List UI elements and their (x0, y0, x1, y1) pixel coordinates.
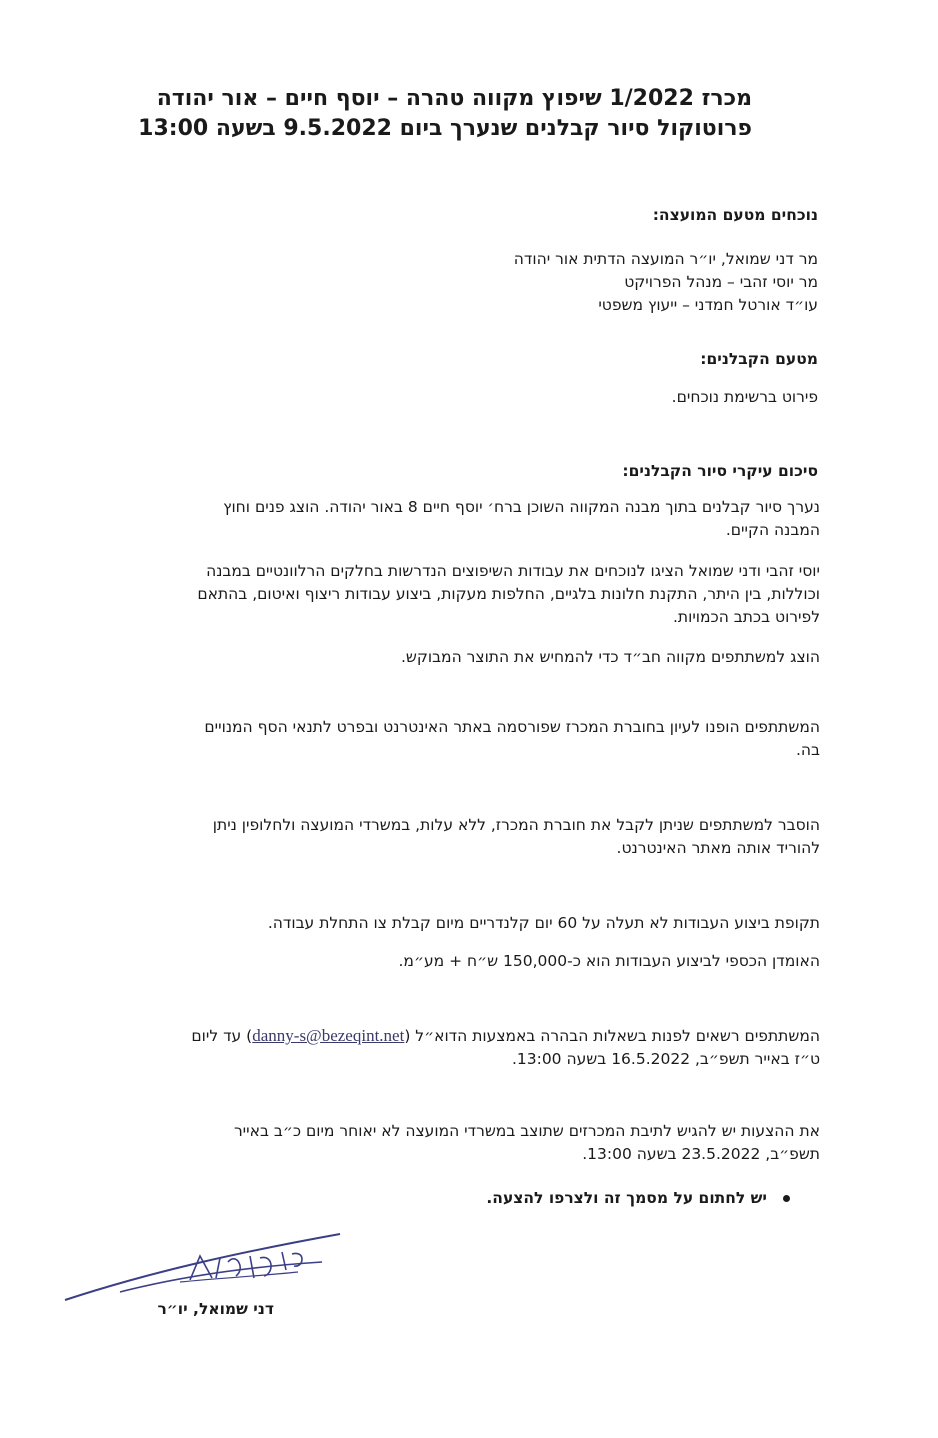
summary-paragraph-4 (40, 716, 820, 762)
text-line: להוריד אותה מאתר האינטרנט. (616, 839, 820, 857)
text-line: ט״ז באייר תשפ״ב, 16.5.2022 בשעה 13:00. (511, 1050, 820, 1068)
summary-paragraph-8 (40, 1024, 820, 1071)
document-title (112, 84, 752, 144)
summary-section (58, 460, 818, 482)
text-line: המשתתפים הופנו לעיון בחוברת המכרז שפורסמה באתר האינטרנט ובפרט לתנאי הסף המנויים (204, 718, 820, 736)
signature-instruction (90, 1186, 790, 1210)
council-attendees-section (58, 204, 818, 317)
contractors-heading: מטעם הקבלנים: (700, 350, 818, 368)
summary-paragraph-5 (40, 814, 820, 860)
council-heading: נוכחים מטעם המועצה: (652, 206, 818, 224)
inquiry-text-start: המשתתפים רשאים לפנות בשאלות הבהרה באמצעות הדוא״ל ( (404, 1027, 820, 1045)
contact-email-link[interactable]: danny-s@bezeqint.net (252, 1026, 405, 1045)
council-member: מר יוסי זהבי – מנהל הפרויקט (624, 273, 818, 291)
council-member: מר דני שמואל, יו״ר המועצה הדתית אור יהודה (513, 250, 818, 268)
text-line: נערך סיור קבלנים בתוך מבנה המקווה השוכן ברח׳ יוסף חיים 8 באור יהודה. הוצג פנים וחוץ (223, 498, 820, 516)
text-line: וכוללות, בין היתר, התקנת חלונות בלגיים, החלפות מעקות, ביצוע עבודות ריצוף ואיטום, בהתאם (197, 585, 820, 603)
title-line-2: פרוטוקול סיור קבלנים שנערך ביום 9.5.2022 בשעה 13:00 (138, 116, 752, 141)
council-members-list (58, 248, 818, 317)
summary-paragraph-3 (40, 646, 820, 669)
text-line: המבנה הקיים. (725, 521, 820, 539)
summary-paragraph-6 (40, 912, 820, 935)
summary-paragraph-2 (40, 560, 820, 629)
inquiry-text-end: ) עד ליום (191, 1027, 253, 1045)
title-line-1: מכרז 1/2022 שיפוץ מקווה טהרה – יוסף חיים – אור יהודה (156, 86, 752, 111)
summary-heading: סיכום עיקרי סיור הקבלנים: (622, 462, 818, 480)
handwritten-signature (60, 1222, 360, 1312)
text-line: את ההצעות יש להגיש לתיבת המכרזים שתוצב במשרדי המועצה לא יאוחר מיום כ״ב באייר (233, 1122, 820, 1140)
summary-paragraph-9 (40, 1120, 820, 1166)
text-line: האומדן הכספי לביצוע העבודות הוא כ-150,000 ש״ח + מע״מ. (398, 952, 820, 970)
text-line: הוסבר למשתתפים שניתן לקבל את חוברת המכרז, ללא עלות, במשרדי המועצה ולחלופין ניתן (212, 816, 820, 834)
council-member: עו״ד אורטל חמדני – ייעוץ משפטי (598, 296, 818, 314)
signature-instruction-text: יש לחתום על מסמך זה ולצרפו להצעה. (486, 1189, 767, 1207)
text-line: הוצג למשתתפים מקווה חב״ד כדי להמחיש את התוצר המבוקש. (400, 648, 820, 666)
bullet-icon (783, 1195, 790, 1202)
text-line: תקופת ביצוע העבודות לא תעלה על 60 יום קלנדריים מיום קבלת צו התחלת עבודה. (267, 914, 820, 932)
text-line: תשפ״ב, 23.5.2022 בשעה 13:00. (582, 1145, 820, 1163)
text-line: לפירוט בכתב הכמויות. (672, 608, 820, 626)
contractors-section (58, 348, 818, 409)
summary-paragraph-1 (40, 496, 820, 542)
summary-paragraph-7 (40, 950, 820, 973)
signer-name: דני שמואל, יו״ר (157, 1300, 274, 1318)
text-line (40, 1024, 820, 1048)
contractors-text: פירוט ברשימת נוכחים. (671, 388, 818, 406)
text-line: בה. (795, 741, 820, 759)
text-line: יוסי זהבי ודני שמואל הציגו לנוכחים את עבודות השיפוצים הנדרשות בחלקים הרלוונטיים במבנה (206, 562, 820, 580)
